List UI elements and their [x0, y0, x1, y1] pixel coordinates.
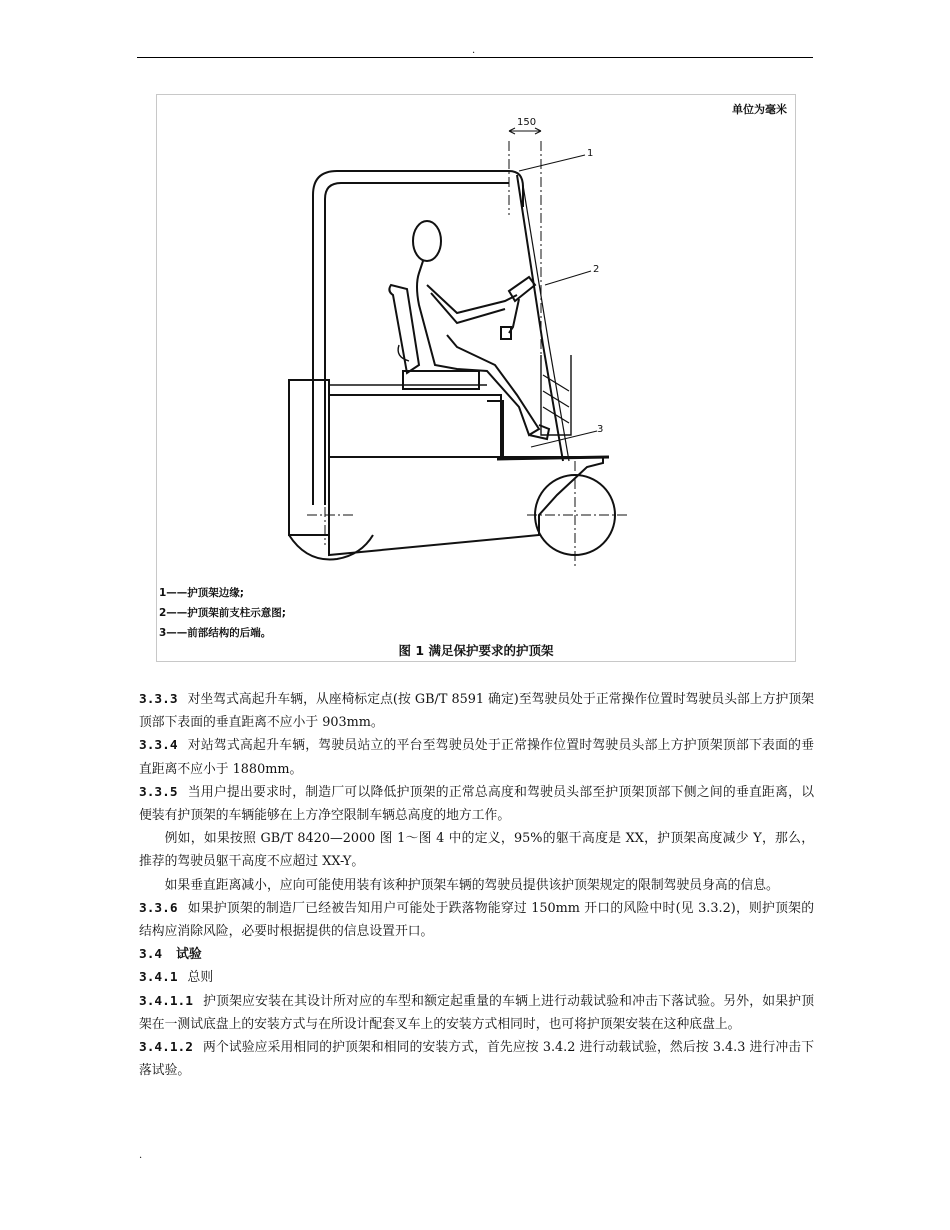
- header-mark: .: [472, 45, 476, 56]
- clause-3-4-1-1: [139, 990, 814, 1036]
- legend-item: 3——前部结构的后端。: [159, 627, 272, 639]
- clause-number: 3.4.1: [139, 970, 178, 986]
- clause-number: 3.3.5: [139, 784, 178, 800]
- figure-caption: 图 1 满足保护要求的护顶架: [398, 643, 554, 658]
- paragraph-reduction: 如果垂直距离减小，应向可能使用装有该种护顶架车辆的驾驶员提供该护顶架规定的限制驾驶员身高的信息。: [164, 877, 779, 893]
- clause-text: 当用户提出要求时，制造厂可以降低护顶架的正常总高度和驾驶员头部至护顶架顶部下侧之间的垂直距离，以便装有护顶架的车辆能够在上方净空限制车辆总高度的地方工作。: [139, 784, 814, 824]
- clause-number: 3.4: [139, 947, 163, 963]
- clause-text: 总则: [187, 970, 214, 986]
- callout-2: 2: [593, 264, 600, 275]
- section-title: 试验: [176, 947, 202, 963]
- clause-text: 对站驾式高起升车辆，驾驶员站立的平台至驾驶员处于正常操作位置时驾驶员头部上方护顶架顶部下表面的垂直距离不应小于 1880mm。: [139, 738, 814, 777]
- clause-text: 两个试验应采用相同的护顶架和相同的安装方式，首先应按 3.4.2 进行动载试验，然后按 3.4.3 进行冲击下落试验。: [139, 1040, 814, 1079]
- clause-text: 护顶架应安装在其设计所对应的车型和额定起重量的车辆上进行动载试验和冲击下落试验。另外，如果护顶架在一测试底盘上的安装方式与在所设计配套叉车上的安装方式相同时，也可将护顶架安装在这种底盘上。: [139, 993, 814, 1032]
- clause-3-4-1-2: [139, 1036, 814, 1082]
- clause-3-3-4: [139, 734, 814, 780]
- clause-3-3-3: [139, 688, 814, 734]
- section-3-4-heading: [139, 943, 814, 966]
- clause-number: 3.4.1.2: [139, 1040, 193, 1056]
- document-body: [139, 688, 814, 1082]
- clause-number: 3.3.3: [139, 692, 178, 707]
- legend-item: 2——护顶架前支柱示意图;: [159, 607, 287, 619]
- clause-number: 3.3.6: [139, 900, 178, 916]
- header-rule: [137, 57, 813, 58]
- callout-1: 1: [587, 148, 594, 159]
- forklift-diagram: [157, 95, 795, 661]
- dimension-label: 150: [517, 117, 537, 128]
- unit-label: 单位为毫米: [732, 103, 787, 116]
- figure-legend: [159, 583, 286, 643]
- clause-text: 如果护顶架的制造厂已经被告知用户可能处于跌落物能穿过 150mm 开口的风险中时(见 3.3.2)，则护顶架的结构应消除风险，必要时根据提供的信息设置开口。: [139, 900, 814, 940]
- clause-3-3-6: [139, 897, 814, 943]
- clause-3-3-5: [139, 781, 814, 827]
- clause-number: 3.4.1.1: [139, 993, 193, 1009]
- footer-mark: .: [139, 1150, 143, 1161]
- clause-number: 3.3.4: [139, 738, 178, 754]
- clause-3-4-1: [139, 966, 814, 989]
- callout-3: 3: [597, 424, 604, 435]
- legend-item: 1——护顶架边缘;: [159, 587, 245, 599]
- clause-text: 对坐驾式高起升车辆，从座椅标定点(按 GB/T 8591 确定)至驾驶员处于正常操作位置时驾驶员头部上方护顶架顶部下表面的垂直距离不应小于 903mm。: [139, 692, 814, 731]
- paragraph-example: 例如，如果按照 GB/T 8420—2000 图 1～图 4 中的定义，95%的躯干高度是 XX，护顶架高度减少 Y，那么，推荐的驾驶员躯干高度不应超过 XX-Y。: [139, 831, 814, 870]
- figure-forklift-overhead-guard: [156, 94, 796, 662]
